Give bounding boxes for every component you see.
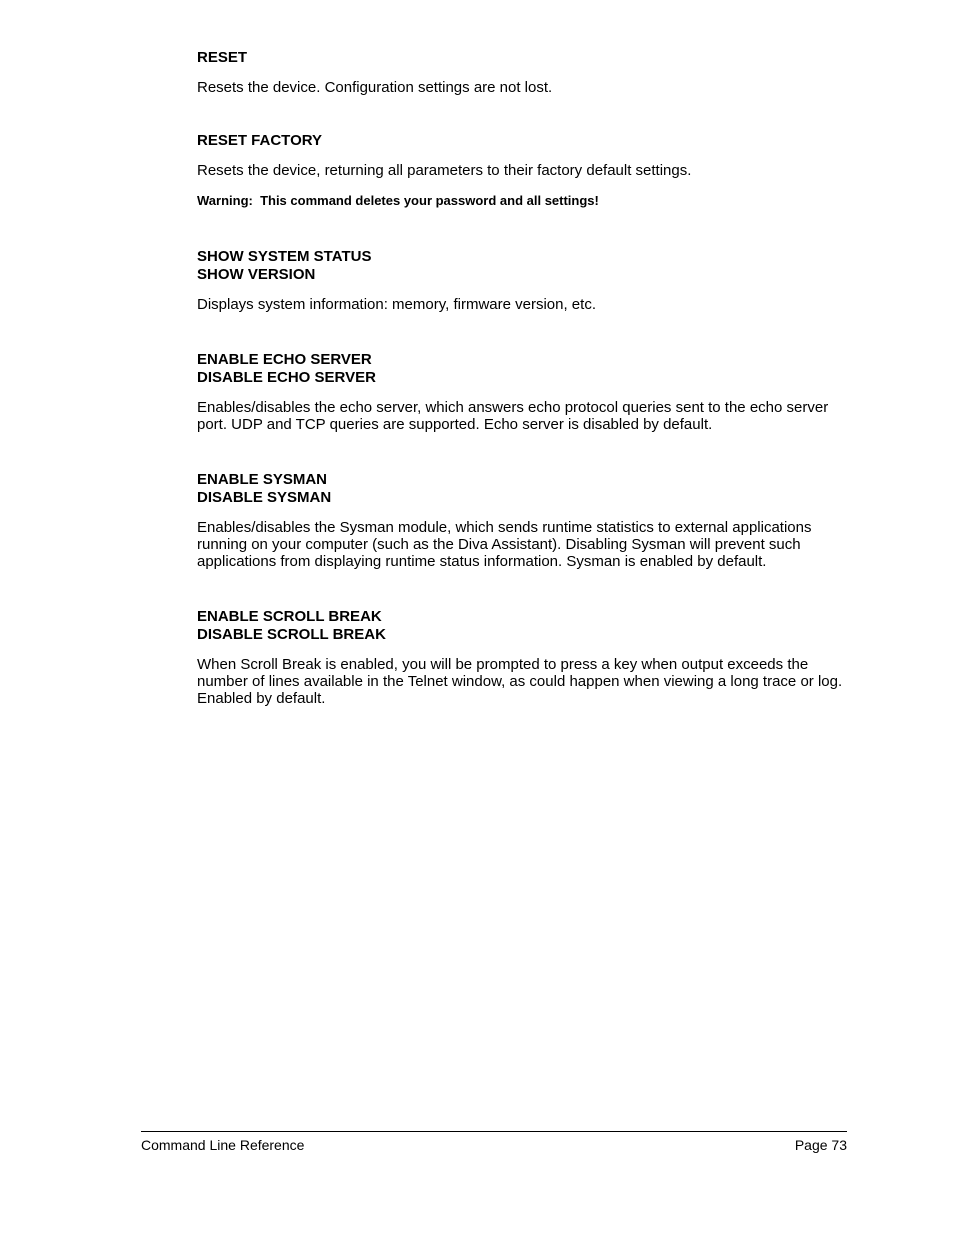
footer-title: Command Line Reference [141,1137,305,1153]
command-heading: RESET FACTORY [197,132,323,149]
command-heading: SHOW SYSTEM STATUS [197,248,372,265]
page-number: Page 73 [794,1137,847,1153]
command-description: Resets the device. Configuration settings are not lost. [197,79,553,96]
section-sysman [197,471,847,570]
page-content [197,49,847,707]
footer-divider [141,1131,847,1132]
command-heading: ENABLE SCROLL BREAK [197,608,382,625]
command-heading: DISABLE SYSMAN [197,489,332,506]
section-reset-factory [197,132,847,209]
command-heading: DISABLE SCROLL BREAK [197,626,386,643]
command-description: Displays system information: memory, firmware version, etc. [197,296,596,313]
section-reset [197,49,847,96]
command-description: Enables/disables the Sysman module, which sends runtime statistics to external applications running on your computer (such as the Diva Assistant). Disabling Sysman will prevent such applications from displaying runtime status information. Sysman is enabled by default. [197,519,812,570]
section-echo-server [197,351,847,433]
warning-note: Warning: This command deletes your password and all settings! [197,193,599,208]
command-heading: ENABLE ECHO SERVER [197,351,372,368]
command-description: Resets the device, returning all parameters to their factory default settings. [197,162,692,179]
command-description: Enables/disables the echo server, which answers echo protocol queries sent to the echo server port. UDP and TCP queries are supported. Echo server is disabled by default. [197,399,829,433]
command-heading: ENABLE SYSMAN [197,471,328,488]
command-heading: RESET [197,49,248,66]
command-heading: SHOW VERSION [197,266,316,283]
command-description: When Scroll Break is enabled, you will be prompted to press a key when output exceeds the number of lines available in the Telnet window, as could happen when viewing a long trace or log. Enabled by default. [197,656,843,707]
command-heading: DISABLE ECHO SERVER [197,369,376,386]
section-show-system-status [197,248,847,313]
section-scroll-break [197,608,847,707]
